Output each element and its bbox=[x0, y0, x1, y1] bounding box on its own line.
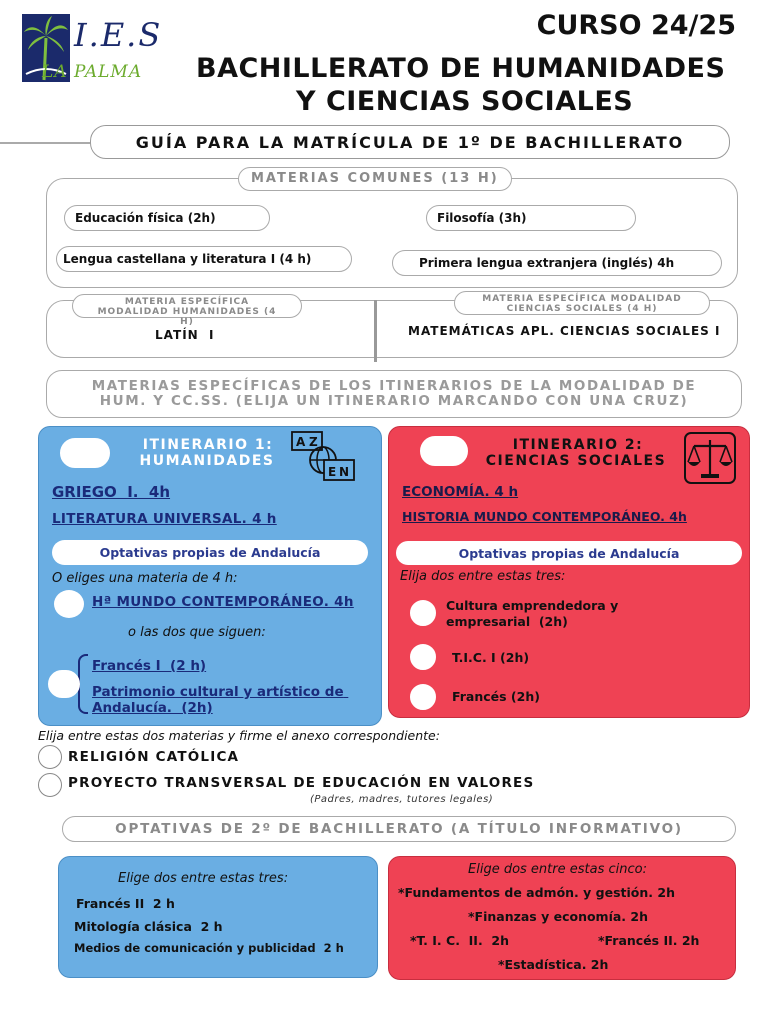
religion-option-2: PROYECTO TRANSVERSAL DE EDUCACIÓN EN VALORES bbox=[68, 775, 535, 791]
subject-filosofia: Filosofía (3h) bbox=[426, 205, 636, 231]
itinerary-1-optativas-pill bbox=[52, 540, 368, 565]
subject-educacion-fisica: Educación física (2h) bbox=[64, 205, 270, 231]
school-logo bbox=[22, 14, 162, 84]
itinerary-1-option-b1: Francés I (2 h) bbox=[92, 658, 207, 674]
second-year-right-item-1: *Fundamentos de admón. y gestión. 2h bbox=[398, 885, 675, 900]
itinerary-1-title-line1: ITINERARIO 1: bbox=[142, 437, 274, 453]
religion-option-1: RELIGIÓN CATÓLICA bbox=[68, 749, 240, 765]
subject-lengua-castellana: Lengua castellana y literatura I (4 h) bbox=[56, 246, 352, 272]
itinerary-1-subject-literatura: LITERATURA UNIVERSAL. 4 h bbox=[52, 511, 277, 527]
itinerary-1-option-b2: Patrimonio cultural y artístico de Andalucía. (2h) bbox=[92, 684, 349, 716]
religion-option-1-checkbox[interactable] bbox=[38, 745, 62, 769]
second-year-heading: OPTATIVAS DE 2º DE BACHILLERATO (A TÍTULO INFORMATIVO) bbox=[115, 821, 683, 837]
second-year-left-prompt: Elige dos entre estas tres: bbox=[118, 871, 289, 886]
icon-letter-e: E bbox=[328, 465, 337, 479]
subject-primera-lengua-extranjera: Primera lengua extranjera (inglés) 4h bbox=[392, 250, 722, 276]
itinerary-2-option-3-checkbox[interactable] bbox=[410, 684, 436, 710]
itineraries-heading: MATERIAS ESPECÍFICAS DE LOS ITINERARIOS DE LA MODALIDAD DE HUM. Y CC.SS. (ELIJA UN ITINERARIO MARCANDO CON UNA CRUZ) bbox=[91, 378, 697, 409]
guide-divider bbox=[0, 142, 90, 144]
itinerary-2-optativas-label: Optativas propias de Andalucía bbox=[458, 545, 680, 561]
guide-title-box bbox=[90, 125, 730, 159]
second-year-heading-box bbox=[62, 816, 736, 842]
religion-option-2-checkbox[interactable] bbox=[38, 773, 62, 797]
icon-letter-a: A bbox=[296, 435, 306, 449]
second-year-right-prompt: Elige dos entre estas cinco: bbox=[468, 862, 647, 877]
itinerary-2-option-1-checkbox[interactable] bbox=[410, 600, 436, 626]
hum-specific-subject: LATÍN I bbox=[155, 328, 215, 342]
course-label: CURSO 24/25 bbox=[536, 10, 736, 41]
itinerary-1-option-a: Hª MUNDO CONTEMPORÁNEO. 4h bbox=[92, 594, 354, 610]
second-year-right-item-4: *Francés II. 2h bbox=[598, 933, 700, 948]
itinerary-2-option-2-checkbox[interactable] bbox=[410, 644, 436, 670]
itinerary-2-checkbox[interactable] bbox=[420, 436, 468, 466]
language-translation-icon bbox=[290, 430, 356, 482]
itinerary-2-option-3: Francés (2h) bbox=[452, 689, 540, 704]
itinerary-2-subject-economia: ECONOMÍA. 4 h bbox=[402, 484, 519, 500]
itinerary-2-subject-historia: HISTORIA MUNDO CONTEMPORÁNEO. 4h bbox=[402, 509, 687, 524]
second-year-left-item-1: Francés II 2 h bbox=[76, 896, 175, 911]
itinerary-2-title-line2: CIENCIAS SOCIALES bbox=[485, 453, 667, 469]
religion-prompt: Elija entre estas dos materias y firme el anexo correspondiente: bbox=[38, 728, 440, 743]
religion-note: (Padres, madres, tutores legales) bbox=[310, 794, 494, 805]
itinerary-1-subject-griego: GRIEGO I. 4h bbox=[52, 483, 171, 501]
itinerary-2-choose: Elija dos entre estas tres: bbox=[400, 569, 566, 584]
ccss-specific-subject: MATEMÁTICAS APL. CIENCIAS SOCIALES I bbox=[408, 324, 721, 338]
page-title-line1: BACHILLERATO DE HUMANIDADES bbox=[196, 53, 726, 84]
itinerary-1-option-b-checkbox[interactable] bbox=[48, 670, 80, 698]
hum-specific-heading: MATERIA ESPECÍFICA MODALIDAD HUMANIDADES (4 H) bbox=[72, 294, 302, 318]
common-subjects-heading: MATERIAS COMUNES (13 H) bbox=[238, 167, 512, 191]
itinerary-1-or-two: o las dos que siguen: bbox=[128, 625, 266, 640]
second-year-right-item-5: *Estadística. 2h bbox=[498, 957, 609, 972]
ccss-specific-heading: MATERIA ESPECÍFICA MODALIDAD CIENCIAS SOCIALES (4 H) bbox=[454, 291, 710, 315]
second-year-right-item-3: *T. I. C. II. 2h bbox=[410, 933, 509, 948]
icon-letter-z: Z bbox=[309, 435, 318, 449]
specific-modality-divider bbox=[374, 300, 377, 362]
second-year-right-item-2: *Finanzas y economía. 2h bbox=[468, 909, 648, 924]
page-title-line2: Y CIENCIAS SOCIALES bbox=[296, 86, 634, 117]
logo-la-palma: LA PALMA bbox=[42, 62, 143, 82]
guide-title: GUÍA PARA LA MATRÍCULA DE 1º DE BACHILLERATO bbox=[135, 132, 685, 152]
itinerary-1-choose-one: O eliges una materia de 4 h: bbox=[52, 571, 238, 586]
itinerary-2-optativas-pill bbox=[396, 541, 742, 565]
icon-letter-n: N bbox=[339, 465, 350, 479]
itinerary-1-title-line2: HUMANIDADES bbox=[139, 453, 275, 469]
itinerary-1-optativas-label: Optativas propias de Andalucía bbox=[99, 545, 321, 560]
itinerary-2-option-2: T.I.C. I (2h) bbox=[452, 650, 530, 665]
itineraries-heading-box bbox=[46, 370, 742, 418]
itinerary-1-checkbox[interactable] bbox=[60, 438, 110, 468]
second-year-left-item-2: Mitología clásica 2 h bbox=[74, 919, 223, 934]
scales-icon bbox=[684, 432, 736, 484]
second-year-left-item-3: Medios de comunicación y publicidad 2 h bbox=[74, 941, 344, 955]
itinerary-1-option-a-checkbox[interactable] bbox=[54, 590, 84, 618]
itinerary-2-title-line1: ITINERARIO 2: bbox=[512, 437, 644, 453]
logo-ies: I.E.S bbox=[74, 16, 163, 54]
itinerary-2-option-1: Cultura emprendedora y empresarial (2h) bbox=[446, 598, 623, 629]
